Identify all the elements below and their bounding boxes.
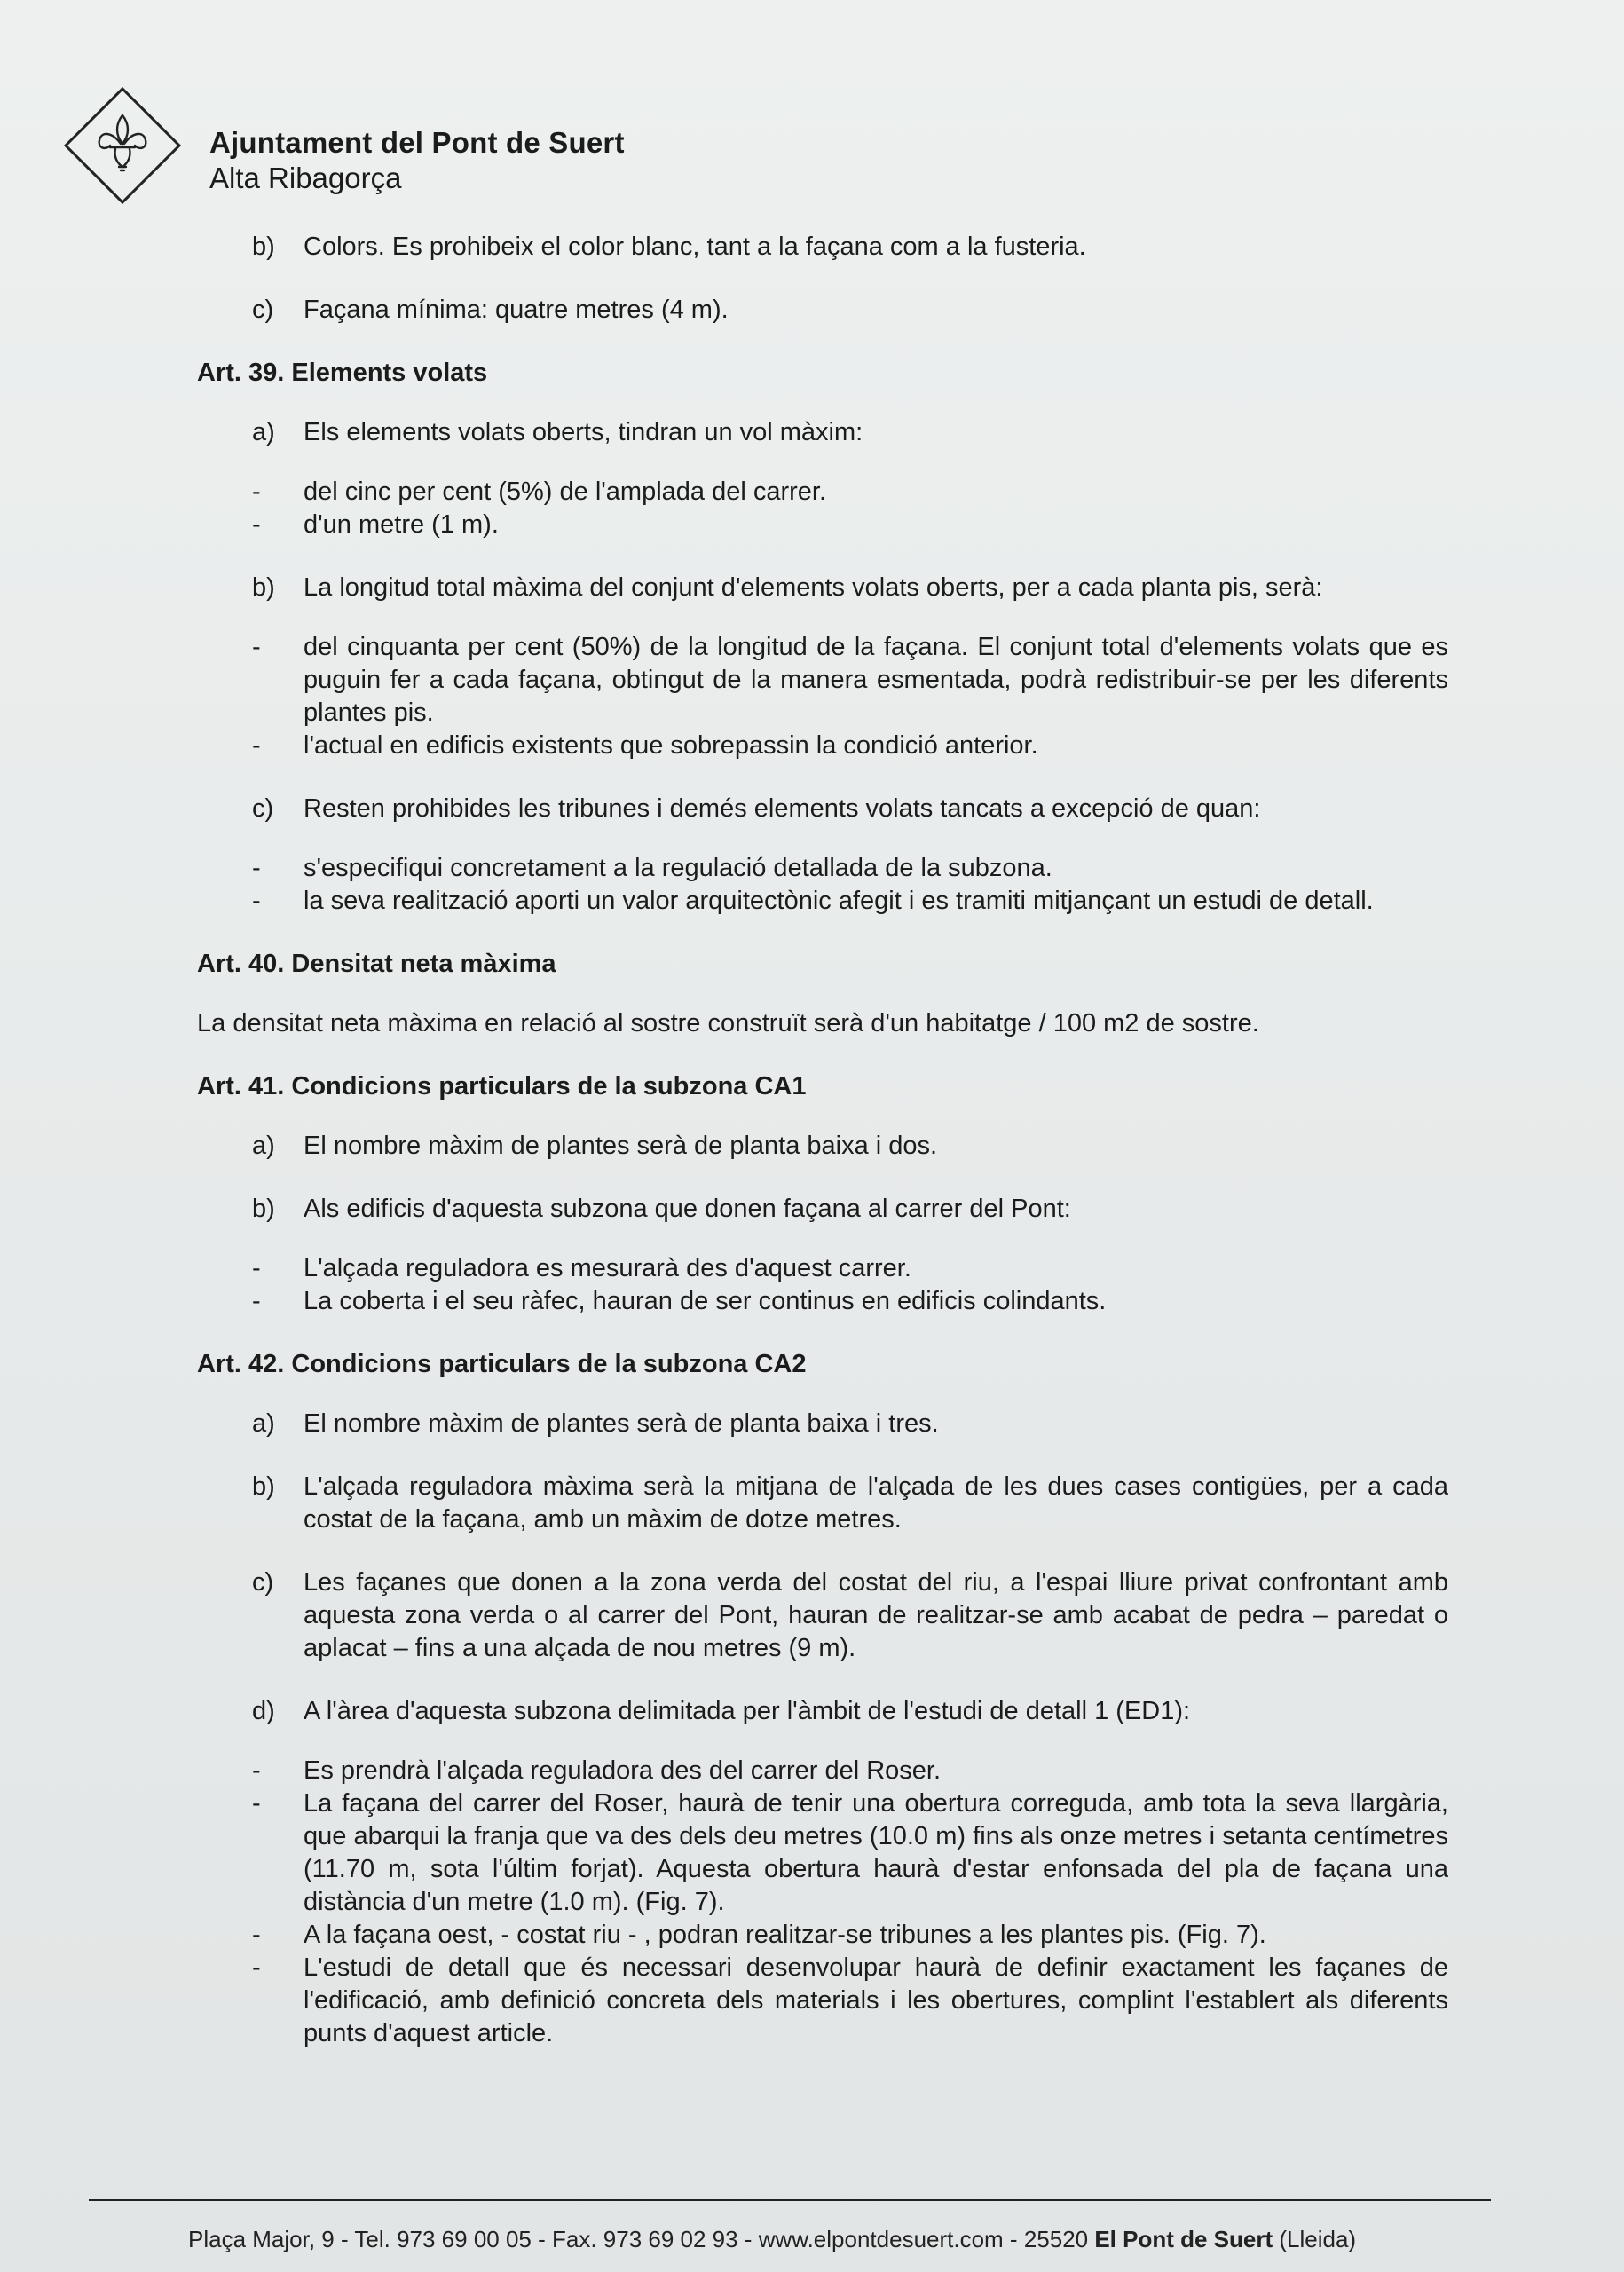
item-letter: a) — [252, 1409, 275, 1438]
dash-text: d'un metre (1 m). — [304, 510, 499, 539]
dash-item — [252, 631, 1448, 730]
dash-item — [252, 1787, 1448, 1919]
item-text: Als edificis d'aquesta subzona que donen façana al carrer del Pont: — [304, 1195, 1071, 1223]
article-paragraph: La densitat neta màxima en relació al sostre construït serà d'un habitatge / 100 m2 de sostre. — [197, 1009, 1259, 1037]
dash-item — [252, 730, 1448, 762]
footer-divider — [89, 2199, 1491, 2201]
dash-text: L'estudi de detall que és necessari desenvolupar haurà de definir exactament les façanes de l'edificació, amb definició concreta dels materials i les obertures, complint l'establert als diferents punts d'aquest article. — [304, 1953, 1448, 2047]
list-item — [252, 1130, 1448, 1163]
dash-list — [252, 1755, 1448, 2050]
list-item — [252, 416, 1448, 449]
footer-province: (Lleida) — [1273, 2226, 1357, 2252]
dash-mark: - — [252, 854, 261, 882]
dash-mark: - — [252, 510, 261, 539]
list-item — [252, 1566, 1448, 1665]
item-text: Colors. Es prohibeix el color blanc, tant a la façana com a la fusteria. — [304, 233, 1086, 261]
dash-item — [252, 1919, 1448, 1952]
item-letter: a) — [252, 1132, 275, 1160]
list-item — [252, 294, 1448, 327]
item-text: Les façanes que donen a la zona verda del costat del riu, a l'espai lliure privat confrontant amb aquesta zona verda o al carrer del Pont, hauran de realitzar-se amb acabat de pedra – paredat o aplacat – fins a una alçada de nou metres (9 m). — [304, 1568, 1448, 1662]
dash-mark: - — [252, 731, 261, 760]
dash-mark: - — [252, 1953, 261, 1982]
dash-list — [252, 852, 1448, 918]
dash-text: La façana del carrer del Roser, haurà de tenir una obertura correguda, amb tota la seva llargària, que abarqui la franja que va des dels deu metres (10.0 m) fins als onze metres i setanta centímetres (11.70 m, sota l'últim forjat). Aquesta obertura haurà d'estar enfonsada del pla de façana una distància d'un metre (1.0 m). (Fig. 7). — [304, 1789, 1448, 1916]
dash-list — [252, 1252, 1448, 1318]
list-item — [252, 1408, 1448, 1440]
list-item — [252, 231, 1448, 264]
dash-item — [252, 885, 1448, 918]
dash-text: A la façana oest, - costat riu - , podran realitzar-se tribunes a les plantes pis. (Fig. 7). — [304, 1921, 1266, 1949]
item-letter: c) — [252, 296, 274, 324]
item-text: La longitud total màxima del conjunt d'elements volats oberts, per a cada planta pis, serà: — [304, 573, 1323, 602]
dash-item — [252, 1252, 1448, 1285]
item-text: L'alçada reguladora màxima serà la mitjana de l'alçada de les dues cases contigües, per a cada costat de la façana, amb un màxim de dotze metres. — [304, 1472, 1448, 1534]
item-text: Els elements volats oberts, tindran un vol màxim: — [304, 418, 863, 446]
dash-item — [252, 852, 1448, 885]
list-item — [252, 572, 1448, 604]
dash-mark: - — [252, 1287, 261, 1315]
item-text: Resten prohibides les tribunes i demés elements volats tancats a excepció de quan: — [304, 794, 1261, 823]
dash-text: del cinquanta per cent (50%) de la longitud de la façana. El conjunt total d'elements volats que es puguin fer a cada façana, obtingut de la manera esmentada, podrà redistribuir-se per les diferents plantes pis. — [304, 633, 1448, 727]
fleur-de-lis-logo-icon — [62, 85, 183, 206]
item-letter: b) — [252, 233, 275, 261]
dash-text: Es prendrà l'alçada reguladora des del carrer del Roser. — [304, 1756, 942, 1785]
dash-mark: - — [252, 1921, 261, 1949]
article-heading: Art. 41. Condicions particulars de la subzona CA1 — [197, 1072, 807, 1100]
item-letter: b) — [252, 1195, 275, 1223]
dash-list — [252, 631, 1448, 762]
list-item — [252, 1471, 1448, 1536]
item-text: El nombre màxim de plantes serà de planta baixa i dos. — [304, 1132, 938, 1160]
dash-item — [252, 476, 1448, 509]
dash-list — [252, 476, 1448, 541]
dash-mark: - — [252, 477, 261, 506]
document-body — [197, 231, 1448, 2080]
dash-mark: - — [252, 1789, 261, 1818]
dash-mark: - — [252, 887, 261, 915]
item-text: A l'àrea d'aquesta subzona delimitada per l'àmbit de l'estudi de detall 1 (ED1): — [304, 1697, 1191, 1725]
list-item — [252, 793, 1448, 825]
dash-text: s'especifiqui concretament a la regulació detallada de la subzona. — [304, 854, 1052, 882]
dash-mark: - — [252, 1254, 261, 1282]
dash-item — [252, 1952, 1448, 2050]
organization-region: Alta Ribagorça — [209, 162, 402, 194]
item-text: Façana mínima: quatre metres (4 m). — [304, 296, 729, 324]
list-item — [252, 1193, 1448, 1226]
organization-name: Ajuntament del Pont de Suert — [209, 126, 625, 159]
item-letter: b) — [252, 573, 275, 602]
item-letter: a) — [252, 418, 275, 446]
dash-text: L'alçada reguladora es mesurarà des d'aquest carrer. — [304, 1254, 911, 1282]
dash-item — [252, 1755, 1448, 1787]
dash-text: La coberta i el seu ràfec, hauran de ser continus en edificis colindants. — [304, 1287, 1107, 1315]
item-letter: b) — [252, 1472, 275, 1501]
footer-contact — [188, 2226, 1356, 2253]
dash-item — [252, 1285, 1448, 1318]
article-heading: Art. 40. Densitat neta màxima — [197, 950, 556, 978]
item-letter: d) — [252, 1697, 275, 1725]
dash-text: la seva realització aporti un valor arquitectònic afegit i es tramiti mitjançant un estudi de detall. — [304, 887, 1374, 915]
dash-text: l'actual en edificis existents que sobrepassin la condició anterior. — [304, 731, 1038, 760]
footer-town: El Pont de Suert — [1094, 2226, 1273, 2252]
article-heading: Art. 39. Elements volats — [197, 359, 488, 387]
item-letter: c) — [252, 1568, 274, 1597]
article-heading: Art. 42. Condicions particulars de la subzona CA2 — [197, 1350, 807, 1378]
dash-item — [252, 509, 1448, 541]
dash-mark: - — [252, 1756, 261, 1785]
item-letter: c) — [252, 794, 274, 823]
list-item — [252, 1695, 1448, 1728]
footer-address: Plaça Major, 9 - Tel. 973 69 00 05 - Fax. 973 69 02 93 - www.elpontdesuert.com - 25520 — [188, 2226, 1095, 2252]
item-text: El nombre màxim de plantes serà de planta baixa i tres. — [304, 1409, 939, 1438]
dash-mark: - — [252, 633, 261, 661]
dash-text: del cinc per cent (5%) de l'amplada del carrer. — [304, 477, 827, 506]
